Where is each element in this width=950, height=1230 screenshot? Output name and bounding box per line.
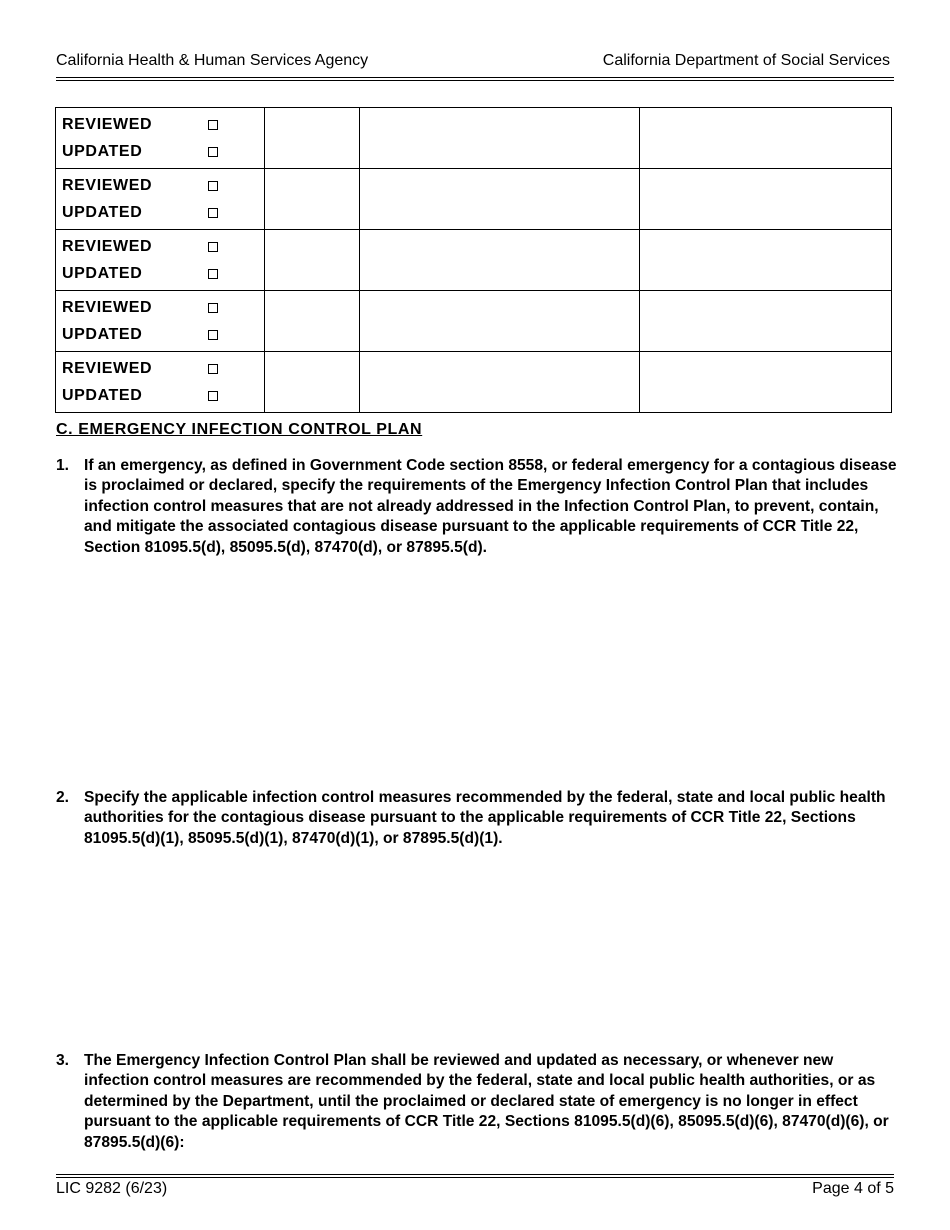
item-number: 3.: [56, 1052, 70, 1069]
item-text: Specify the applicable infection control measures recommended by the federal, state and local public health authorities for the contagious disease pursuant to the applicable requirements of CCR Title 22, Sections 81095.5(d)(1), 85095.5(d)(1), 87470(d)(1), or 87895.5(d)(1).: [84, 789, 886, 847]
updated-label: UPDATED: [62, 203, 143, 221]
updated-label: UPDATED: [62, 264, 143, 282]
entry-cell-3[interactable]: [360, 352, 640, 413]
updated-label: UPDATED: [62, 386, 143, 404]
reviewed-label: REVIEWED: [62, 237, 153, 255]
entry-cell-4[interactable]: [640, 352, 892, 413]
updated-checkbox[interactable]: [208, 147, 218, 157]
reviewed-checkbox[interactable]: [208, 303, 218, 313]
review-log-row: [56, 108, 892, 169]
review-log-row: [56, 291, 892, 352]
header-agency: California Health & Human Services Agency: [56, 52, 369, 69]
updated-line: [56, 138, 264, 165]
entry-cell-2[interactable]: [265, 230, 360, 291]
updated-line: [56, 199, 264, 226]
item-number: 1.: [56, 457, 70, 474]
updated-checkbox[interactable]: [208, 391, 218, 401]
updated-label: UPDATED: [62, 142, 143, 160]
status-cell: [56, 169, 265, 230]
page-number: Page 4 of 5: [812, 1180, 894, 1197]
updated-checkbox[interactable]: [208, 208, 218, 218]
review-log-table: [55, 107, 892, 413]
updated-label: UPDATED: [62, 325, 143, 343]
status-cell: [56, 291, 265, 352]
reviewed-line: [56, 172, 264, 199]
section-c-title: C. EMERGENCY INFECTION CONTROL PLAN: [56, 421, 423, 438]
status-cell: [56, 108, 265, 169]
reviewed-checkbox[interactable]: [208, 181, 218, 191]
reviewed-line: [56, 233, 264, 260]
header-department: California Department of Social Services: [602, 52, 890, 69]
entry-cell-4[interactable]: [640, 108, 892, 169]
entry-cell-4[interactable]: [640, 230, 892, 291]
reviewed-line: [56, 294, 264, 321]
reviewed-label: REVIEWED: [62, 176, 153, 194]
reviewed-line: [56, 355, 264, 382]
updated-checkbox[interactable]: [208, 269, 218, 279]
entry-cell-2[interactable]: [265, 169, 360, 230]
status-cell: [56, 352, 265, 413]
entry-cell-4[interactable]: [640, 291, 892, 352]
entry-cell-2[interactable]: [265, 108, 360, 169]
footer-rule: [56, 1174, 894, 1178]
entry-cell-3[interactable]: [360, 108, 640, 169]
item-number: 2.: [56, 789, 70, 806]
reviewed-checkbox[interactable]: [208, 242, 218, 252]
entry-cell-3[interactable]: [360, 230, 640, 291]
updated-line: [56, 321, 264, 348]
updated-line: [56, 382, 264, 409]
item-text: If an emergency, as defined in Government Code section 8558, or federal emergency for a contagious disease is proclaimed or declared, specify the requirements of the Emergency Infection Control Plan that includes infection control measures that are not already addressed in the Infection Control Plan, to prevent, contain, and mitigate the associated contagious disease pursuant to the applicable requirements of CCR Title 22, Section 81095.5(d), 85095.5(d), 87470(d), or 87895.5(d).: [84, 457, 897, 556]
item-text: The Emergency Infection Control Plan shall be reviewed and updated as necessary, or whenever new infection control measures are recommended by the federal, state and local public health authorities, or as determined by the Department, until the proclaimed or declared state of emergency is no longer in effect pursuant to the applicable requirements of CCR Title 22, Sections 81095.5(d)(6), 85095.5(d)(6), 87470(d)(6), or 87895.5(d)(6):: [84, 1052, 889, 1151]
updated-checkbox[interactable]: [208, 330, 218, 340]
reviewed-line: [56, 111, 264, 138]
entry-cell-3[interactable]: [360, 291, 640, 352]
section-c-item-3: [56, 1051, 898, 1153]
form-id: LIC 9282 (6/23): [56, 1180, 168, 1197]
updated-line: [56, 260, 264, 287]
reviewed-checkbox[interactable]: [208, 364, 218, 374]
section-c-item-2: [56, 788, 898, 849]
entry-cell-4[interactable]: [640, 169, 892, 230]
reviewed-label: REVIEWED: [62, 115, 153, 133]
section-c-item-1: [56, 456, 898, 558]
review-log-row: [56, 169, 892, 230]
review-log-row: [56, 352, 892, 413]
entry-cell-2[interactable]: [265, 291, 360, 352]
review-log-row: [56, 230, 892, 291]
entry-cell-2[interactable]: [265, 352, 360, 413]
reviewed-label: REVIEWED: [62, 359, 153, 377]
reviewed-checkbox[interactable]: [208, 120, 218, 130]
status-cell: [56, 230, 265, 291]
entry-cell-3[interactable]: [360, 169, 640, 230]
header-rule: [56, 77, 894, 81]
reviewed-label: REVIEWED: [62, 298, 153, 316]
